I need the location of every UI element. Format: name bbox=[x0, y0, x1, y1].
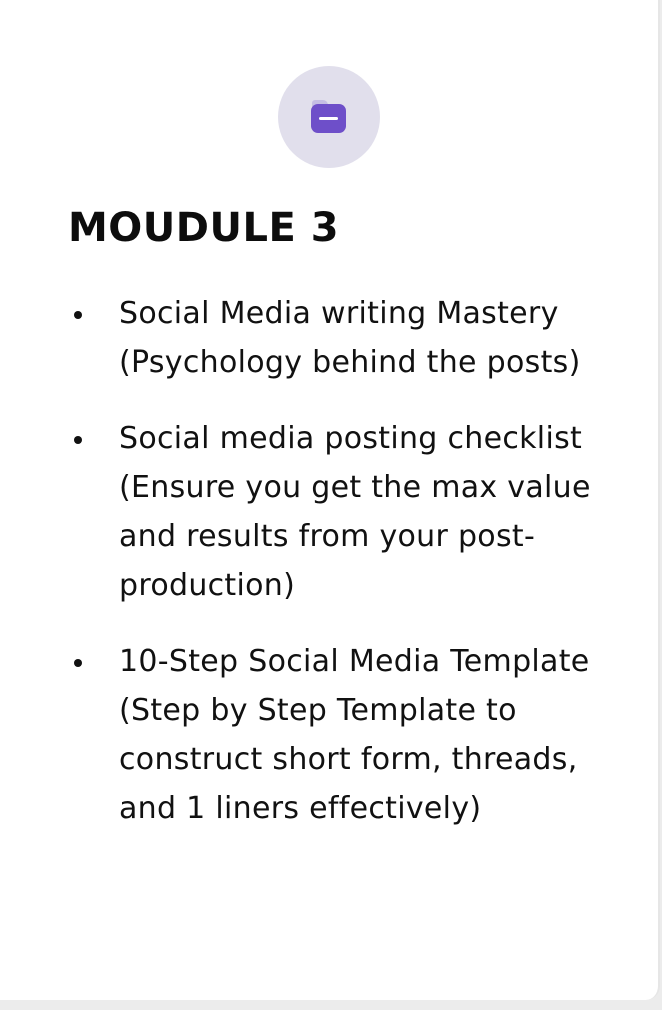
list-item bbox=[0, 289, 640, 387]
bullet-icon bbox=[74, 436, 82, 444]
minus-icon bbox=[319, 117, 338, 120]
module-title: MOUDULE 3 bbox=[68, 205, 340, 251]
module-icon-badge bbox=[278, 66, 380, 168]
module-topic-list bbox=[0, 289, 640, 860]
list-item-text: 10-Step Social Media Template (Step by Step Template to construct short form, threads, and 1 liners effectively) bbox=[119, 644, 590, 826]
list-item bbox=[0, 637, 640, 833]
list-item-text: Social Media writing Mastery (Psychology behind the posts) bbox=[119, 296, 581, 380]
folder-minus-icon bbox=[311, 104, 346, 133]
list-item bbox=[0, 414, 640, 610]
bullet-icon bbox=[74, 311, 82, 319]
bullet-icon bbox=[74, 659, 82, 667]
list-item-text: Social media posting checklist (Ensure you get the max value and results from your post-production) bbox=[119, 421, 591, 603]
